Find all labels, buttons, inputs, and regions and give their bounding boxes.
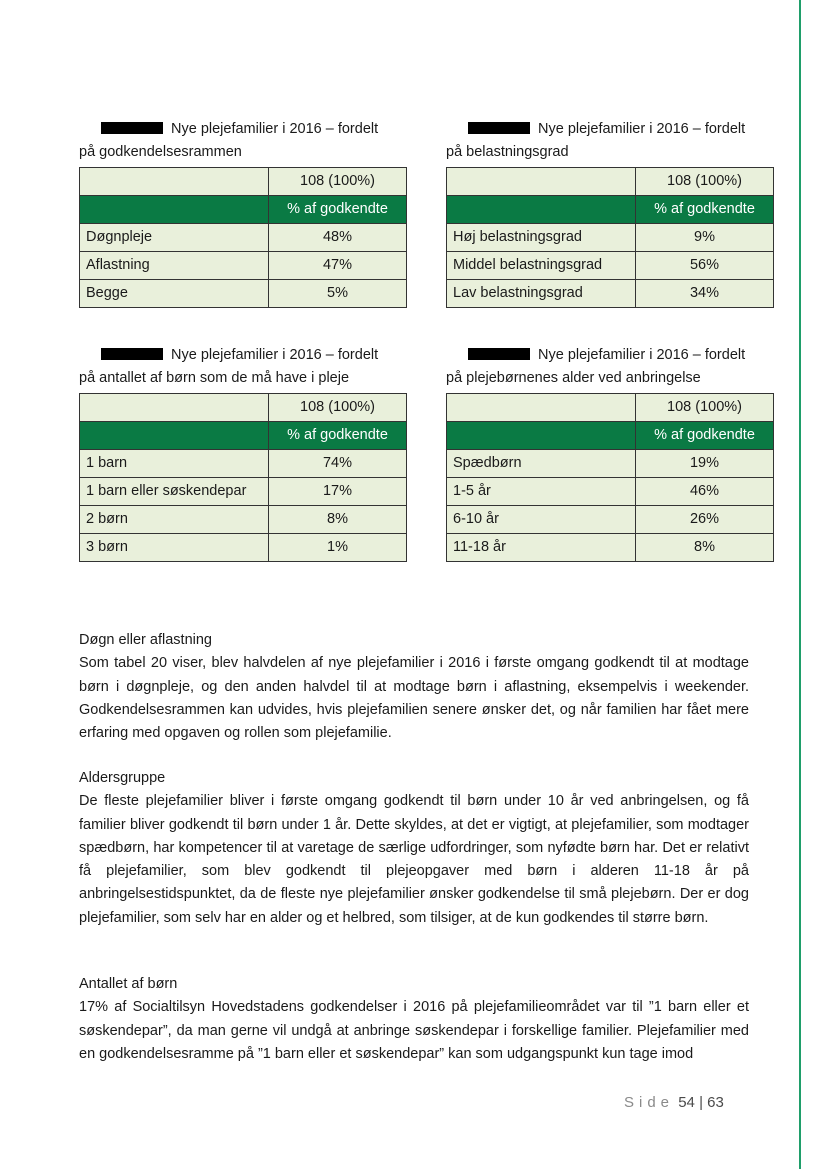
caption-line-1: Nye plejefamilier i 2016 – fordelt — [171, 347, 379, 363]
row-label: Aflastning — [80, 252, 269, 280]
page-edge-line — [799, 0, 801, 1169]
redacted-table-number — [101, 122, 163, 134]
section-title: Aldersgruppe — [79, 770, 166, 786]
row-value: 46% — [636, 478, 774, 506]
table-caption — [79, 344, 407, 390]
table-godkendelsesramme — [79, 118, 407, 308]
side-label: Side — [624, 1094, 675, 1111]
row-value: 56% — [636, 252, 774, 280]
row-label: Høj belastningsgrad — [447, 224, 636, 252]
caption-line-2: på belastningsgrad — [446, 144, 569, 160]
column-header: % af godkendte — [636, 422, 774, 450]
table-row — [80, 534, 407, 562]
row-value: 19% — [636, 450, 774, 478]
empty-cell — [447, 168, 636, 196]
column-header: % af godkendte — [269, 422, 407, 450]
row-value: 8% — [636, 534, 774, 562]
section-body: Som tabel 20 viser, blev halvdelen af nye plejefamilier i 2016 i første omgang godkendt til at modtage børn i døgnpleje, og den anden halvdel til at modtage børn i aflastning, eksempelvis i weekender. Godkendelsesrammen kan udvides, hvis plejefamilien senere ønsker det, og når familien har fået mere erfaring med opgaven og rollen som plejefamilie. — [79, 655, 749, 742]
table-row — [80, 506, 407, 534]
row-value: 74% — [269, 450, 407, 478]
table-caption — [79, 118, 407, 164]
row-value: 26% — [636, 506, 774, 534]
row-label: 1 barn eller søskendepar — [80, 478, 269, 506]
caption-line-2: på godkendelsesrammen — [79, 144, 242, 160]
table-row — [447, 252, 774, 280]
data-table — [79, 167, 407, 308]
section-body: De fleste plejefamilier bliver i første omgang godkendt til børn under 10 år ved anbringelsen, og få familier bliver godkendt til børn under 1 år. Dette skyldes, at det er vigtigt, at plejefamilier, som modtager spædbørn, har kompetencer til at varetage de særlige udfordringer, som nyfødte børn har. Det er relativt få plejefamilier, som blev godkendt til plejeopgaver med børn i alderen 11-18 år på anbringelsestidspunktet, da de fleste nye plejefamilier ønsker godkendelse til små plejebørn. Der er dog plejefamilier, som selv har en alder og et helbred, som tilsiger, at de kun godkendes til større børn. — [79, 793, 749, 926]
table-row — [447, 280, 774, 308]
row-label: Spædbørn — [447, 450, 636, 478]
table-row — [80, 478, 407, 506]
total-row — [447, 168, 774, 196]
row-label: 1-5 år — [447, 478, 636, 506]
page-footer — [624, 1094, 724, 1111]
empty-header-cell — [80, 422, 269, 450]
total-row — [447, 394, 774, 422]
empty-cell — [80, 168, 269, 196]
table-row — [447, 478, 774, 506]
section-aldersgruppe — [79, 767, 749, 930]
caption-line-2: på antallet af børn som de må have i pleje — [79, 370, 350, 386]
total-cell: 108 (100%) — [269, 168, 407, 196]
total-row — [80, 394, 407, 422]
table-alder-anbringelse — [446, 344, 774, 562]
row-value: 9% — [636, 224, 774, 252]
table-row — [80, 450, 407, 478]
row-label: 3 børn — [80, 534, 269, 562]
row-label: 11-18 år — [447, 534, 636, 562]
data-table — [79, 393, 407, 562]
row-label: 1 barn — [80, 450, 269, 478]
section-title: Døgn eller aflastning — [79, 632, 212, 648]
table-caption — [446, 118, 774, 164]
row-label: 2 børn — [80, 506, 269, 534]
section-body: 17% af Socialtilsyn Hovedstadens godkendelser i 2016 på plejefamilieområdet var til ”1 barn eller et søskendepar”, da man gerne vil undgå at anbringe søskendepar i forskellige familier. Plejefamilier med en godkendelsesramme på ”1 barn eller et søskendepar” kan som udgangspunkt kun tage imod — [79, 999, 749, 1062]
header-row — [447, 196, 774, 224]
row-value: 5% — [269, 280, 407, 308]
section-doegn-aflastning — [79, 629, 749, 745]
total-cell: 108 (100%) — [636, 394, 774, 422]
empty-cell — [447, 394, 636, 422]
data-table — [446, 393, 774, 562]
page-separator: | — [699, 1094, 703, 1111]
total-cell: 108 (100%) — [636, 168, 774, 196]
row-value: 34% — [636, 280, 774, 308]
page-number: 54 — [678, 1094, 695, 1111]
row-label: Døgnpleje — [80, 224, 269, 252]
empty-header-cell — [80, 196, 269, 224]
table-row — [447, 534, 774, 562]
section-title: Antallet af børn — [79, 976, 178, 992]
table-belastningsgrad — [446, 118, 774, 308]
empty-header-cell — [447, 196, 636, 224]
header-row — [447, 422, 774, 450]
table-row — [447, 224, 774, 252]
header-row — [80, 422, 407, 450]
column-header: % af godkendte — [269, 196, 407, 224]
header-row — [80, 196, 407, 224]
empty-cell — [80, 394, 269, 422]
caption-line-1: Nye plejefamilier i 2016 – fordelt — [171, 121, 379, 137]
caption-line-1: Nye plejefamilier i 2016 – fordelt — [538, 347, 746, 363]
total-row — [80, 168, 407, 196]
caption-line-2: på plejebørnenes alder ved anbringelse — [446, 370, 701, 386]
table-row — [80, 252, 407, 280]
row-value: 48% — [269, 224, 407, 252]
row-label: 6-10 år — [447, 506, 636, 534]
table-row — [447, 450, 774, 478]
total-pages: 63 — [707, 1094, 724, 1111]
total-cell: 108 (100%) — [269, 394, 407, 422]
row-label: Begge — [80, 280, 269, 308]
section-antallet-boern — [79, 973, 749, 1066]
redacted-table-number — [468, 348, 530, 360]
data-table — [446, 167, 774, 308]
row-label: Middel belastningsgrad — [447, 252, 636, 280]
column-header: % af godkendte — [636, 196, 774, 224]
table-antal-boern — [79, 344, 407, 562]
row-value: 8% — [269, 506, 407, 534]
empty-header-cell — [447, 422, 636, 450]
redacted-table-number — [101, 348, 163, 360]
row-value: 17% — [269, 478, 407, 506]
row-value: 47% — [269, 252, 407, 280]
table-row — [80, 280, 407, 308]
caption-line-1: Nye plejefamilier i 2016 – fordelt — [538, 121, 746, 137]
table-row — [80, 224, 407, 252]
table-caption — [446, 344, 774, 390]
table-row — [447, 506, 774, 534]
redacted-table-number — [468, 122, 530, 134]
row-value: 1% — [269, 534, 407, 562]
row-label: Lav belastningsgrad — [447, 280, 636, 308]
